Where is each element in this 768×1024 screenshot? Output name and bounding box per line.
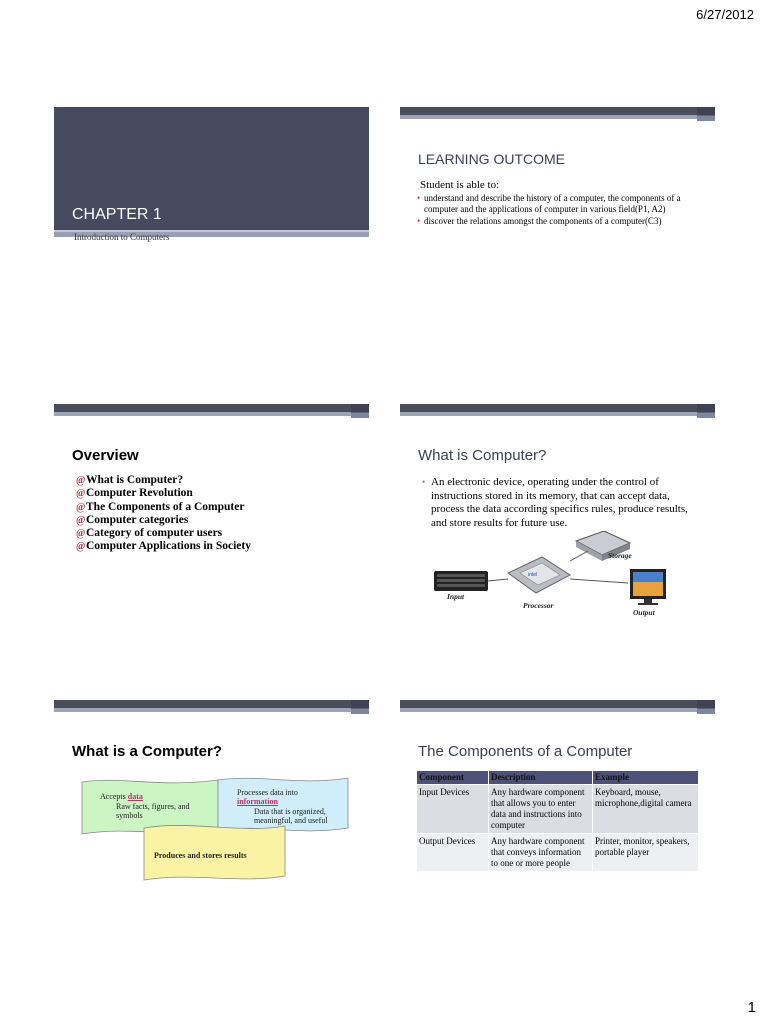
data-description: Raw facts, figures, and symbols [116, 802, 190, 820]
overview-item: @ Computer Revolution [76, 487, 251, 500]
information-word: information [237, 797, 278, 806]
produces-text: Produces and stores results [154, 851, 247, 860]
overview-item: @ What is Computer? [76, 474, 251, 487]
components-table [416, 770, 699, 872]
outcome-item: • understand and describe the history of a computer, the components of a computer and the applications of computer in various field(P1, A2) [418, 193, 708, 215]
cell-component: Input Devices [417, 785, 489, 834]
definition-item: • An electronic device, operating under the control of instructions stored in its memory, that can accept data, process the data according specifics rules, produce results, and store results for future use. [422, 476, 702, 530]
definition-list [422, 476, 702, 530]
storage-label: Storage [608, 551, 632, 560]
cell-example: Keyboard, mouse, microphone,digital camera [593, 785, 699, 834]
table-header-row [417, 771, 699, 785]
slide-intro: Student is able to: [420, 179, 500, 191]
slide-overview [54, 404, 369, 640]
slide-top-band [400, 107, 715, 117]
band-accent [351, 404, 369, 418]
slide-top-band [54, 700, 369, 710]
overview-list [76, 474, 251, 554]
processor-icon [508, 557, 570, 593]
svg-text:intel: intel [528, 572, 538, 578]
band-line [400, 115, 700, 119]
outcome-item: • discover the relations amongst the components of a computer(C3) [418, 216, 708, 227]
computer-cycle-illustration [430, 531, 700, 621]
header-description: Description [489, 771, 593, 785]
slide-what-is-computer [400, 404, 715, 640]
slide-title: What is Computer? [418, 447, 547, 464]
overview-item: @ Category of computer users [76, 527, 251, 540]
outcome-list [418, 193, 708, 228]
processor-label: Processor [523, 601, 554, 610]
slide-title: The Components of a Computer [418, 743, 633, 760]
slide-title: Overview [72, 447, 139, 464]
input-label: Input [447, 592, 465, 601]
slide-title: What is a Computer? [72, 743, 223, 760]
slide-top-band [400, 700, 715, 710]
overview-item: @ Computer Applications in Society [76, 540, 251, 553]
slide-title: LEARNING OUTCOME [418, 151, 566, 167]
information-description: Data that is organized, meaningful, and useful [254, 807, 328, 825]
chapter-subtitle: Introduction to Computers [74, 232, 170, 242]
table-row [417, 785, 699, 834]
page-number: 1 [747, 999, 756, 1016]
cell-description: Any hardware component that conveys information to one or more people [489, 834, 593, 872]
band-line [400, 708, 700, 712]
band-line [54, 412, 354, 416]
overview-item: @ The Components of a Computer [76, 501, 251, 514]
band-accent [697, 107, 715, 121]
output-label: Output [633, 608, 655, 617]
slide-components [400, 700, 715, 936]
band-accent [697, 404, 715, 418]
cell-component: Output Devices [417, 834, 489, 872]
slide-top-band [400, 404, 715, 414]
chapter-title: CHAPTER 1 [72, 206, 162, 223]
page-date: 6/27/2012 [696, 7, 754, 22]
cell-description: Any hardware component that allows you to enter data and instructions into computer [489, 785, 593, 834]
slide-what-is-a-computer [54, 700, 369, 936]
data-word: data [127, 792, 143, 801]
cell-example: Printer, monitor, speakers, portable player [593, 834, 699, 872]
band-line [400, 412, 700, 416]
slide-chapter-title [54, 107, 369, 343]
accepts-text: Accepts data [100, 792, 143, 801]
slide-learning-outcome [400, 107, 715, 343]
overview-item: @ Computer categories [76, 514, 251, 527]
slide-top-band [54, 404, 369, 414]
keyboard-icon [434, 571, 508, 591]
header-component: Component [417, 771, 489, 785]
band-line [54, 708, 354, 712]
processes-text: Processes data into [237, 788, 298, 797]
band-accent [351, 700, 369, 714]
band-accent [697, 700, 715, 714]
header-example: Example [593, 771, 699, 785]
table-row [417, 834, 699, 872]
monitor-icon [570, 569, 666, 605]
